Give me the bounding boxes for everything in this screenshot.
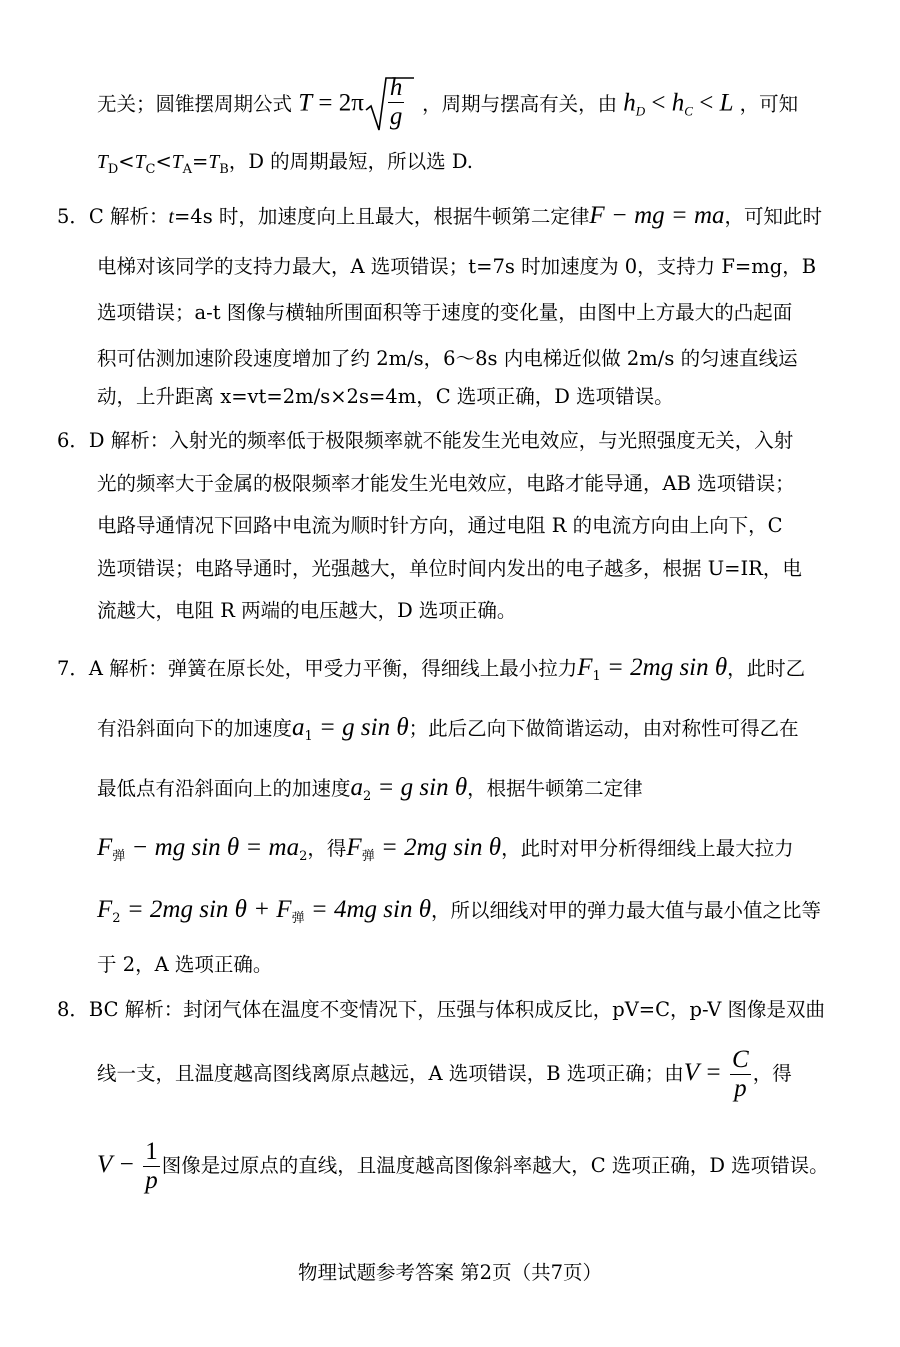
q5-line-3: 选项错误；a-t 图像与横轴所围面积等于速度的变化量，由图中上方最大的凸起面 <box>97 301 793 324</box>
formula-newton: F − mg = ma <box>589 202 725 229</box>
sub: C <box>145 162 156 177</box>
formula: − mg sin θ = ma <box>125 834 300 861</box>
q4-line-1 <box>97 76 798 134</box>
text: BC 解析：封闭气体在温度不变情况下，压强与体积成反比，pV=C，p-V 图像是双曲 <box>88 998 825 1021</box>
formula-V-minus: V − <box>97 1151 142 1178</box>
q6-line-5: 流越大，电阻 R 两端的电压越大，D 选项正确。 <box>97 599 517 622</box>
formula-a1: a <box>292 714 305 741</box>
T: T <box>97 152 108 173</box>
formula-hC: h <box>671 89 685 117</box>
formula-T: T <box>298 89 313 117</box>
q6-line-2: 光的频率大于金属的极限频率才能发生光电效应，电路才能导通，AB 选项错误； <box>97 472 795 495</box>
sub: 1 <box>592 669 601 684</box>
text: ，所以细线对甲的弹力最大值与最小值之比等 <box>431 899 822 922</box>
formula: = 2mg sin θ <box>600 654 728 681</box>
T: T <box>171 152 183 173</box>
text: ；此后乙向下做简谐运动，由对称性可得乙在 <box>408 717 799 740</box>
text: 无关；圆锥摆周期公式 <box>97 92 293 116</box>
formula: = 2mg sin θ <box>374 834 502 861</box>
formula: = 4mg sin θ <box>304 896 431 923</box>
q5-line-2: 电梯对该同学的支持力最大，A 选项错误；t=7s 时加速度为 0，支持力 F=mg，B <box>97 255 817 278</box>
text: D 解析：入射光的频率低于极限频率就不能发生光电效应，与光照强度无关，入射 <box>88 429 794 452</box>
sub: C <box>684 103 693 119</box>
numerator: 1 <box>145 1138 158 1165</box>
q7-line-4 <box>97 834 794 871</box>
formula-V: V = <box>683 1059 729 1086</box>
question-number: 5． <box>57 205 89 228</box>
text: =4s 时，加速度向上且最大，根据牛顿第二定律 <box>173 205 590 228</box>
q6-line-4: 选项错误；电路导通时，光强越大，单位时间内发出的电子越多，根据 U=IR，电 <box>97 557 802 580</box>
text: 有沿斜面向下的加速度 <box>97 717 293 740</box>
sub: 1 <box>304 729 313 744</box>
sub: 弹 <box>112 849 126 864</box>
question-number: 6． <box>57 429 89 452</box>
q8-line-1 <box>57 996 825 1024</box>
text: ，根据牛顿第二定律 <box>467 777 643 800</box>
q5-line-5: 动，上升距离 x=vt=2m/s×2s=4m，C 选项正确，D 选项错误。 <box>97 385 674 408</box>
denominator: p <box>145 1167 158 1194</box>
q6-line-3: 电路导通情况下回路中电流为顺时针方向，通过电阻 R 的电流方向由上向下，C <box>97 514 783 537</box>
denominator: p <box>734 1075 747 1102</box>
formula: = 2mg sin θ + F <box>120 896 292 923</box>
sqrt-symbol <box>364 76 416 134</box>
sub: A <box>182 162 193 177</box>
question-number: 7． <box>57 657 89 680</box>
text: 最低点有沿斜面向上的加速度 <box>97 777 351 800</box>
numerator: h <box>389 74 403 101</box>
lt: < <box>645 89 672 117</box>
text: ，此时对甲分析得细线上最大拉力 <box>501 837 794 860</box>
text: t <box>168 207 174 228</box>
sub: 2 <box>112 911 121 926</box>
q8-line-2 <box>97 1040 792 1107</box>
formula-L: L <box>719 89 734 117</box>
q7-line-1 <box>57 654 805 691</box>
sub: 弹 <box>361 849 375 864</box>
sub: 2 <box>299 849 308 864</box>
q5-line-1 <box>57 202 822 232</box>
text: C 解析： <box>88 205 169 228</box>
q8-line-3 <box>97 1132 829 1199</box>
question-number: 8． <box>57 998 89 1021</box>
T: T <box>208 152 220 173</box>
q5-line-4: 积可估测加速阶段速度增加了约 2m/s，6～8s 内电梯近似做 2m/s 的匀速直线运 <box>97 347 798 370</box>
sub: D <box>107 162 119 177</box>
sub: B <box>219 162 229 177</box>
sub: 弹 <box>291 911 305 926</box>
q7-line-3 <box>97 774 643 811</box>
text: ，D 的周期最短，所以选 D. <box>228 150 473 173</box>
fraction-C-over-p <box>730 1046 751 1103</box>
q7-line-5 <box>97 896 821 933</box>
formula-F: F <box>97 834 113 861</box>
text: ，可知此时 <box>724 205 823 228</box>
page-footer: 物理试题参考答案 第2页（共7页） <box>297 1261 602 1284</box>
q4-line-2: $T_D<T_C<T_A=T_B$，D 的周期最短，所以选 D. <box>97 150 473 177</box>
text: ，周期与摆高有关，由 <box>422 92 618 116</box>
q7-line-2 <box>97 714 799 751</box>
text: ，可知 <box>739 92 799 116</box>
text: ，得 <box>752 1062 792 1085</box>
text: 图像是过原点的直线，且温度越高图像斜率越大，C 选项正确，D 选项错误。 <box>161 1154 829 1177</box>
denominator: g <box>389 103 403 130</box>
formula: = g sin θ <box>371 774 468 801</box>
text: 线一支，且温度越高图线离原点越远，A 选项错误，B 选项正确；由 <box>97 1062 684 1085</box>
sub: 2 <box>363 789 372 804</box>
formula-a2: a <box>350 774 364 801</box>
q7-line-6: 于 2，A 选项正确。 <box>97 953 273 976</box>
formula-F1: F <box>577 654 593 681</box>
fraction-1-over-p <box>143 1138 160 1195</box>
formula-2pi: = 2π <box>312 89 364 117</box>
q6-line-1 <box>57 427 793 455</box>
text: A 解析：弹簧在原长处，甲受力平衡，得细线上最小拉力 <box>88 657 578 680</box>
formula-F: F <box>346 834 362 861</box>
T: T <box>134 152 146 173</box>
text: ，得 <box>307 837 347 860</box>
text: ，此时乙 <box>727 657 806 680</box>
fraction-h-over-g <box>388 74 405 131</box>
lt: < <box>692 89 720 117</box>
numerator: C <box>732 1046 749 1073</box>
sub: D <box>635 103 646 119</box>
formula-hD: h <box>623 89 636 117</box>
formula: = g sin θ <box>312 714 409 741</box>
formula-F2: F <box>97 896 113 923</box>
